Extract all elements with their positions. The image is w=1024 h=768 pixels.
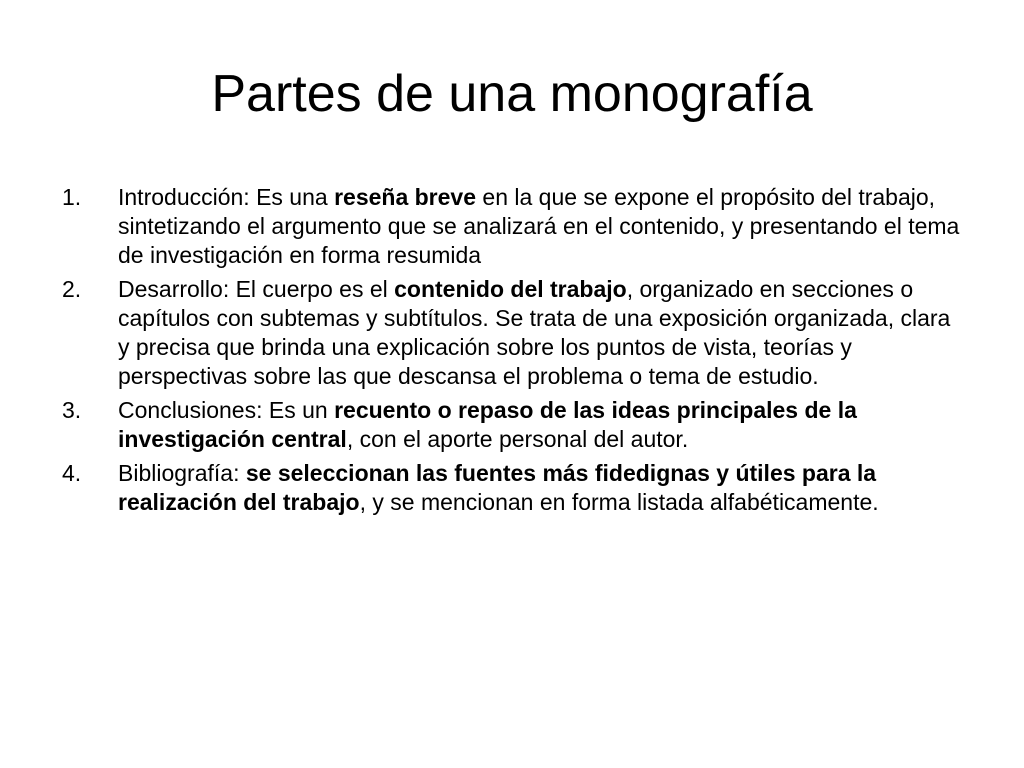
list-item-desarrollo [62,275,962,391]
item-text-segment: en la que se expone el propósito del trabajo, sintetizando el argumento que se analizará en el contenido, y presentando el tema de investigación en forma resumida [118,184,960,268]
item-text-segment: , organizado en secciones o capítulos con subtemas y subtítulos. Se trata de una exposición organizada, clara y precisa que brinda una explicación sobre los puntos de vista, teorías y perspectivas sobre las que descansa el problema o tema de estudio. [118,276,951,389]
item-text-segment: Conclusiones: Es un [118,397,335,423]
item-text-segment: , con el aporte personal del autor. [346,426,689,452]
item-text-segment: Desarrollo: El cuerpo es el [118,276,395,302]
item-text-bold: contenido del trabajo [394,276,627,302]
item-text-bold: reseña breve [334,184,477,210]
item-text [118,459,962,517]
item-text-segment: Introducción: Es una [118,184,335,210]
list-item-introduccion [62,183,962,270]
item-text-bold: se seleccionan las fuentes más fidedignas y útiles para la realización del trabajo [118,460,877,515]
item-text [118,275,962,391]
list-item-bibliografia [62,459,962,517]
item-number: 1. [62,184,82,210]
item-number: 2. [62,276,82,302]
list-item-conclusiones [62,396,962,454]
item-text-bold: recuento o repaso de las ideas principales de la investigación central [118,397,857,452]
item-text [118,396,962,454]
item-text-segment: Bibliografía: [118,460,246,486]
numbered-list [62,183,962,522]
item-text-segment: , y se mencionan en forma listada alfabéticamente. [359,489,879,515]
item-number: 4. [62,460,82,486]
slide-title: Partes de una monografía [211,65,813,123]
item-number: 3. [62,397,82,423]
item-text [118,183,962,270]
